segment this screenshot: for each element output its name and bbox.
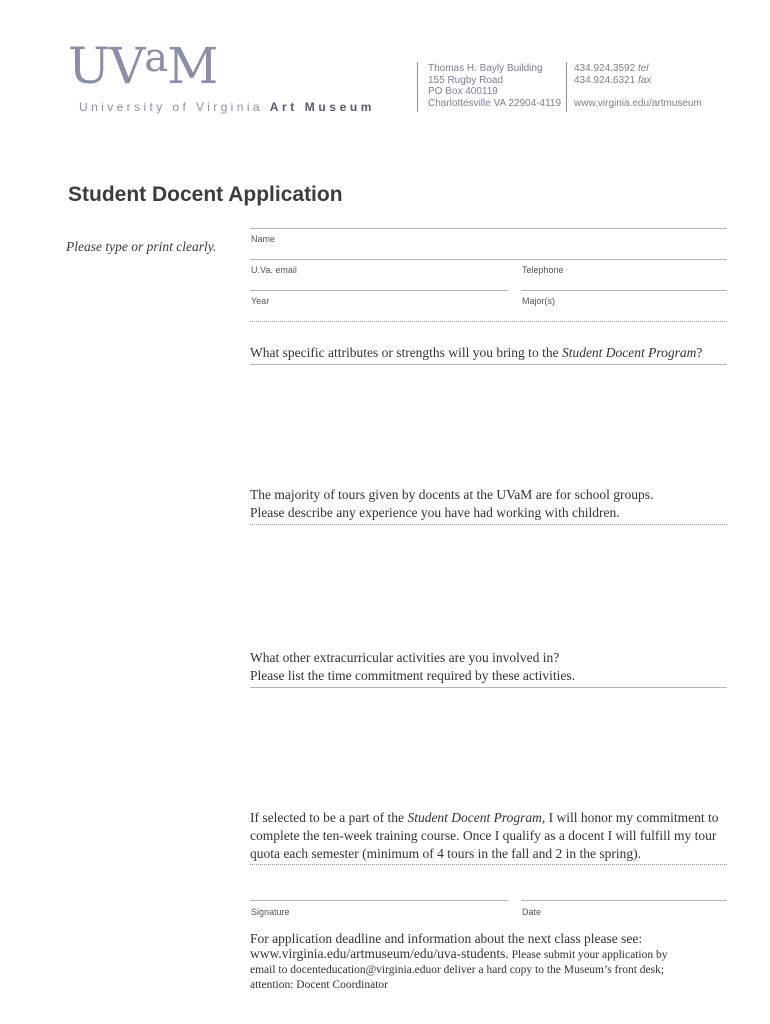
email-label: U.Va. email (251, 265, 297, 275)
contact-divider (566, 62, 567, 112)
uvam-logo: UVaM (68, 35, 218, 95)
date-label: Date (522, 907, 542, 917)
footer-instructions: For application deadline and information about the next class please see: www.virginia.edu/artmuseum/edu/uva-students. Please submit your application by email to docenteducation@virginia.eduor deliver a hard copy to the Museum’s front desk; attention: Docent Coordinator (250, 931, 730, 993)
page-title: Student Docent Application (68, 183, 343, 206)
question-strengths: What specific attributes or strengths will you bring to the Student Docent Program? (250, 345, 703, 360)
majors-label: Major(s) (522, 296, 555, 306)
name-label: Name (251, 234, 276, 244)
logo-subtitle: University of Virginia Art Museum (79, 100, 376, 114)
application-url-link[interactable]: www.virginia.edu/artmuseum/edu/uva-students. (250, 946, 509, 961)
question-extracurricular: What other extracurricular activities are you involved in? Please list the time commitment required by these activities. (250, 650, 576, 683)
fax-line: 434.924.6321 fax (574, 74, 652, 86)
date-field[interactable] (521, 900, 727, 901)
footer-url-line: www.virginia.edu/artmuseum/edu/uva-students. Please submit your application by (250, 946, 668, 961)
telephone-label: Telephone (522, 265, 564, 275)
signature-label: Signature (251, 907, 290, 917)
telephone-line: 434.924.3592 tel (574, 63, 649, 74)
commitment-statement: If selected to be a part of the Student Docent Program, I will honor my commitment to complete the ten-week training course. Once I qualify as a docent I will fulfill my tour quota each semester (minimum of 4 tours in the fall and 2 in the spring). (250, 810, 719, 861)
year-label: Year (251, 296, 270, 306)
question-children-experience: The majority of tours given by docents at the UVaM are for school groups. Please describe any experience you have had working with children. (250, 487, 654, 520)
divider (250, 864, 727, 865)
instruction-text: Please type or print clearly. (66, 239, 217, 254)
answer-area-children[interactable] (250, 524, 727, 525)
divider (250, 228, 727, 229)
signature-field[interactable] (250, 900, 508, 901)
mailing-address: Thomas H. Bayly Building 155 Rugby Road PO Box 400119 Charlottesville VA 22904-4119 (428, 63, 562, 109)
website-link[interactable]: www.virginia.edu/artmuseum (574, 98, 702, 109)
name-field[interactable] (250, 259, 727, 260)
email-field[interactable] (250, 290, 508, 291)
telephone-field[interactable] (521, 290, 727, 291)
contact-info (574, 63, 702, 110)
address-divider (417, 62, 418, 112)
answer-area-extracurricular[interactable] (250, 687, 727, 688)
answer-area-strengths[interactable] (250, 364, 727, 365)
year-majors-field[interactable] (250, 321, 727, 322)
